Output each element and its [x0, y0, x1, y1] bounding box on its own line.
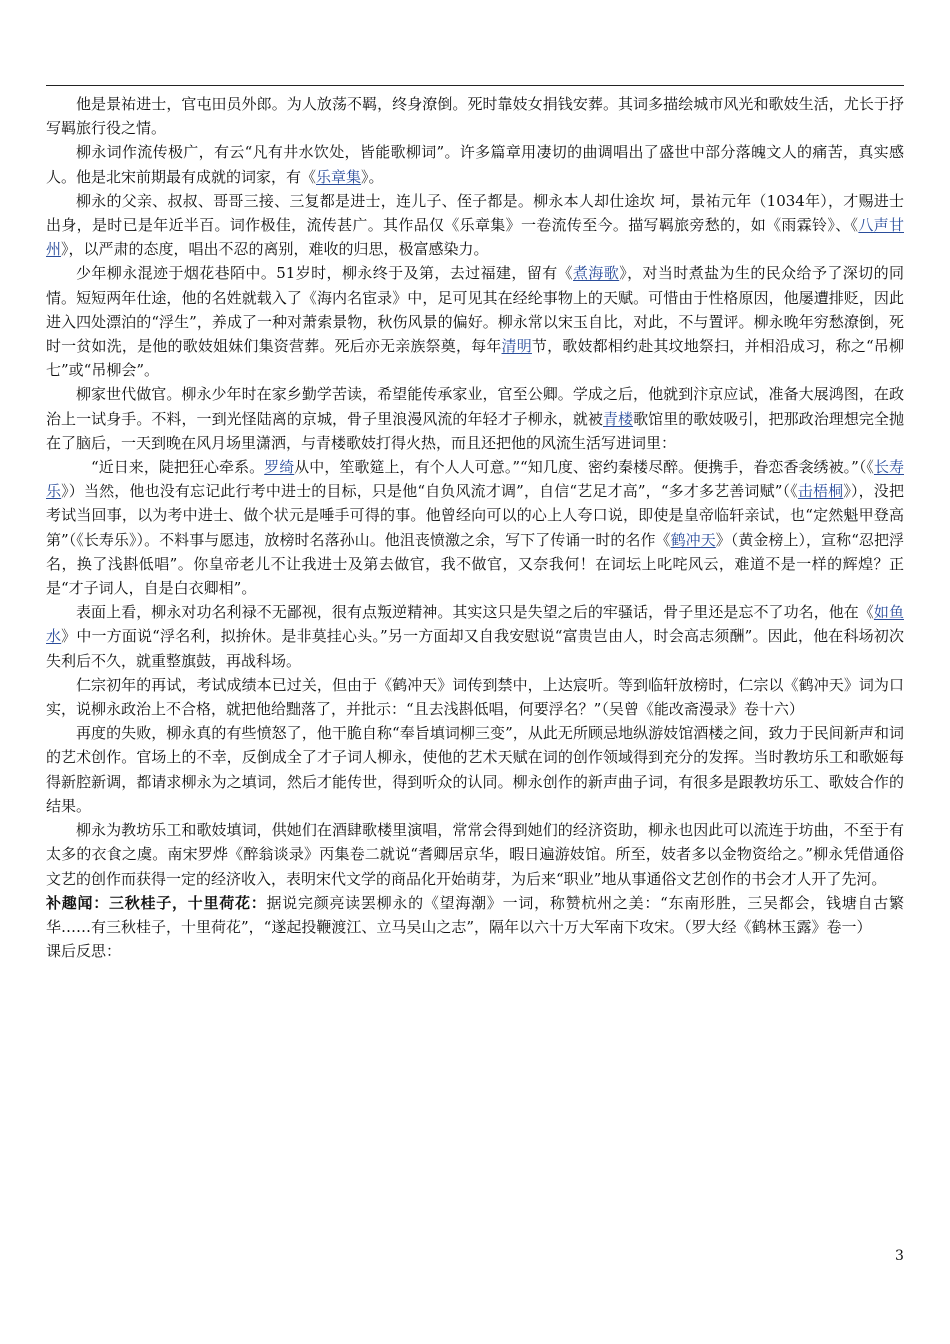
text-run: 再度的失败，柳永真的有些愤怒了，他干脆自称“奉旨填词柳三变”，从此无所顾忌地纵游妓馆酒楼之间，致力于民间新声和词的艺术创作。官场上的不幸，反倒成全了才子词人柳永，使他的艺术天赋在词的创作领域得到充分的发挥。当时教坊乐工和歌姬每得新腔新调，都请求柳永为之填词，然后才能传世，得到听众的认同。柳永创作的新声曲子词，有很多是跟教坊乐工、歌妓合作的结果。 [46, 724, 904, 815]
text-run: 他是景祐进士，官屯田员外郎。为人放荡不羁，终身潦倒。死时靠妓女捐钱安葬。其词多描绘城市风光和歌妓生活，尤长于抒写羁旅行役之情。 [46, 95, 904, 138]
text-run: 》中一方面说“浮名利，拟拚休。是非莫挂心头。”另一方面却又自我安慰说“富贵岂由人，时会高志须酬”。因此，他在科场初次失利后不久，就重整旗鼓，再战科场。 [46, 627, 904, 670]
paragraph-p12 [46, 939, 904, 963]
hyperlink-击梧桐[interactable]: 击梧桐 [797, 482, 844, 501]
header-rule [46, 85, 904, 86]
text-run: 柳家世代做官。柳永少年时在家乡勤学苦读，希望能传承家业，官至公卿。学成之后，他就到汴京应试，准备大展鸿图，在政治上一试身手。不料，一到光怪陆离的京城，骨子里浪漫风流的年轻才子柳永，就被 [46, 385, 904, 428]
paragraph-p10 [46, 818, 904, 891]
text-run: 》），没把考试当回事，以为考中进士、做个状元是唾手可得的事。他曾经向可以的心上人夸口说，即使是皇帝临轩亲试，也“定然魁甲登高第”（《长寿乐》）。不料事与愿违，放榜时名落孙山。他沮丧愤激之余，写下了传诵一时的名作《 [46, 482, 904, 549]
hyperlink-煮海歌[interactable]: 煮海歌 [573, 264, 620, 283]
text-run: 柳永的父亲、叔叔、哥哥三接、三复都是进士，连儿子、侄子都是。柳永本人却仕途坎 坷，景祐元年（1034年），才赐进士出身，是时已是年近半百。词作极佳，流传甚广。其作品仅《乐章集》一卷流传至今。描写羁旅旁愁的，如《雨霖铃》、《 [46, 191, 904, 235]
text-run: 》，以严肃的态度，唱出不忍的离别，难收的归思，极富感染力。 [61, 240, 489, 259]
text-run: 据说完颜亮读罢柳永的《望海潮》一词，称赞杭州之美：“东南形胜，三吴都会，钱塘自古繁华……有三秋桂子，十里荷花”，“遂起投鞭渡江、立马吴山之志”，隔年以六十万大军南下攻宋。（罗大经《鹤林玉露》卷一） [46, 893, 904, 936]
paragraph-p11 [46, 891, 904, 939]
hyperlink-八声甘州[interactable]: 八声甘州 [46, 216, 904, 259]
hyperlink-罗绮[interactable]: 罗绮 [264, 458, 295, 477]
hyperlink-青楼[interactable]: 青楼 [602, 409, 634, 428]
hyperlink-如鱼水[interactable]: 如鱼水 [46, 603, 904, 646]
paragraph-p8 [46, 673, 904, 721]
text-run: “近日来，陡把狂心牵系。 [91, 458, 265, 477]
text-run: 少年柳永混迹于烟花巷陌中。51岁时，柳永终于及第，去过福建，留有《 [76, 264, 573, 283]
text-run: 柳永为教坊乐工和歌妓填词，供她们在酒肆歌楼里演唱，常常会得到她们的经济资助，柳永也因此可以流连于坊曲，不至于有太多的衣食之虞。南宋罗烨《醉翁谈录》丙集卷二就说“耆卿居京华，暇日遍游妓馆。所至，妓者多以金物资给之。”柳永凭借通俗文艺的创作而获得一定的经济收入，表明宋代文学的商品化开始萌芽，为后来“职业”地从事通俗文艺创作的书会才人开了先河。 [46, 821, 904, 888]
text-run: 从中，笙歌筵上，有个人人可意。”“知几度、密约秦楼尽醉。便携手，眷恋香衾绣被。”（《 [294, 458, 874, 477]
page-number: 3 [895, 1248, 904, 1264]
text-run: 歌馆里的歌妓吸引，把那政治理想完全抛在了脑后，一天到晚在风月场里潇洒，与青楼歌妓打得火热，而且还把他的风流生活写进词里： [46, 409, 904, 452]
paragraph-p9 [46, 721, 904, 818]
paragraph-p3 [46, 189, 904, 262]
paragraph-p1 [46, 92, 904, 140]
document-body [46, 92, 904, 963]
section-heading: 补趣闻：三秋桂子，十里荷花： [46, 893, 267, 912]
paragraph-p7 [46, 600, 904, 673]
hyperlink-乐章集[interactable]: 乐章集 [316, 167, 362, 186]
paragraph-p4 [46, 261, 904, 382]
text-run: 课后反思： [46, 942, 122, 961]
hyperlink-长寿乐[interactable]: 长寿乐 [46, 458, 904, 501]
paragraph-p6 [46, 455, 904, 600]
hyperlink-鹤冲天[interactable]: 鹤冲天 [670, 530, 716, 549]
text-run: 节，歌妓都相约赴其坟地祭扫，并相沿成习，称之“吊柳七”或“吊柳会”。 [46, 337, 904, 380]
text-run: 仁宗初年的再试，考试成绩本已过关，但由于《鹤冲天》词传到禁中，上达宸听。等到临轩放榜时，仁宗以《鹤冲天》词为口实，说柳永政治上不合格，就把他给黜落了，并批示：“且去浅斟低唱，何要浮名？”（吴曾《能改斋漫录》卷十六） [46, 675, 904, 719]
text-run: 》（黄金榜上），宣称“忍把浮名，换了浅斟低唱”。你皇帝老儿不让我进士及第去做官，我不做官，又奈我何！在词坛上叱咤风云，难道不是一样的辉煌？正是“才子词人，自是白衣卿相”。 [46, 530, 904, 598]
paragraph-p5 [46, 382, 904, 455]
paragraph-p2 [46, 140, 904, 188]
text-run: 》）当然，他也没有忘记此行考中进士的目标，只是他“自负风流才调”，自信“艺足才高”，“多才多艺善词赋”（《 [61, 482, 798, 501]
text-run: 表面上看，柳永对功名利禄不无鄙视，很有点叛逆精神。其实这只是失望之后的牢骚话，骨子里还是忘不了功名，他在《 [76, 603, 874, 622]
text-run: 柳永词作流传极广，有云“凡有井水饮处，皆能歌柳词”。许多篇章用凄切的曲调唱出了盛世中部分落魄文人的痛苦，真实感人。他是北宋前期最有成就的词家，有《 [46, 143, 904, 186]
hyperlink-清明[interactable]: 清明 [501, 337, 532, 356]
text-run: 》，对当时煮盐为生的民众给予了深切的同情。短短两年仕途，他的名姓就载入了《海内名宦录》中，足可见其在经纶事物上的天赋。可惜由于性格原因，他屡遭排贬，因此进入四处漂泊的“浮生”，养成了一种对萧索景物，秋伤风景的偏好。柳永常以宋玉自比，对此，不与置评。柳永晚年穷愁潦倒，死时一贫如洗，是他的歌妓姐妹们集资营葬。死后亦无亲族祭奠，每年 [46, 264, 904, 356]
text-run: 》。 [361, 167, 384, 186]
